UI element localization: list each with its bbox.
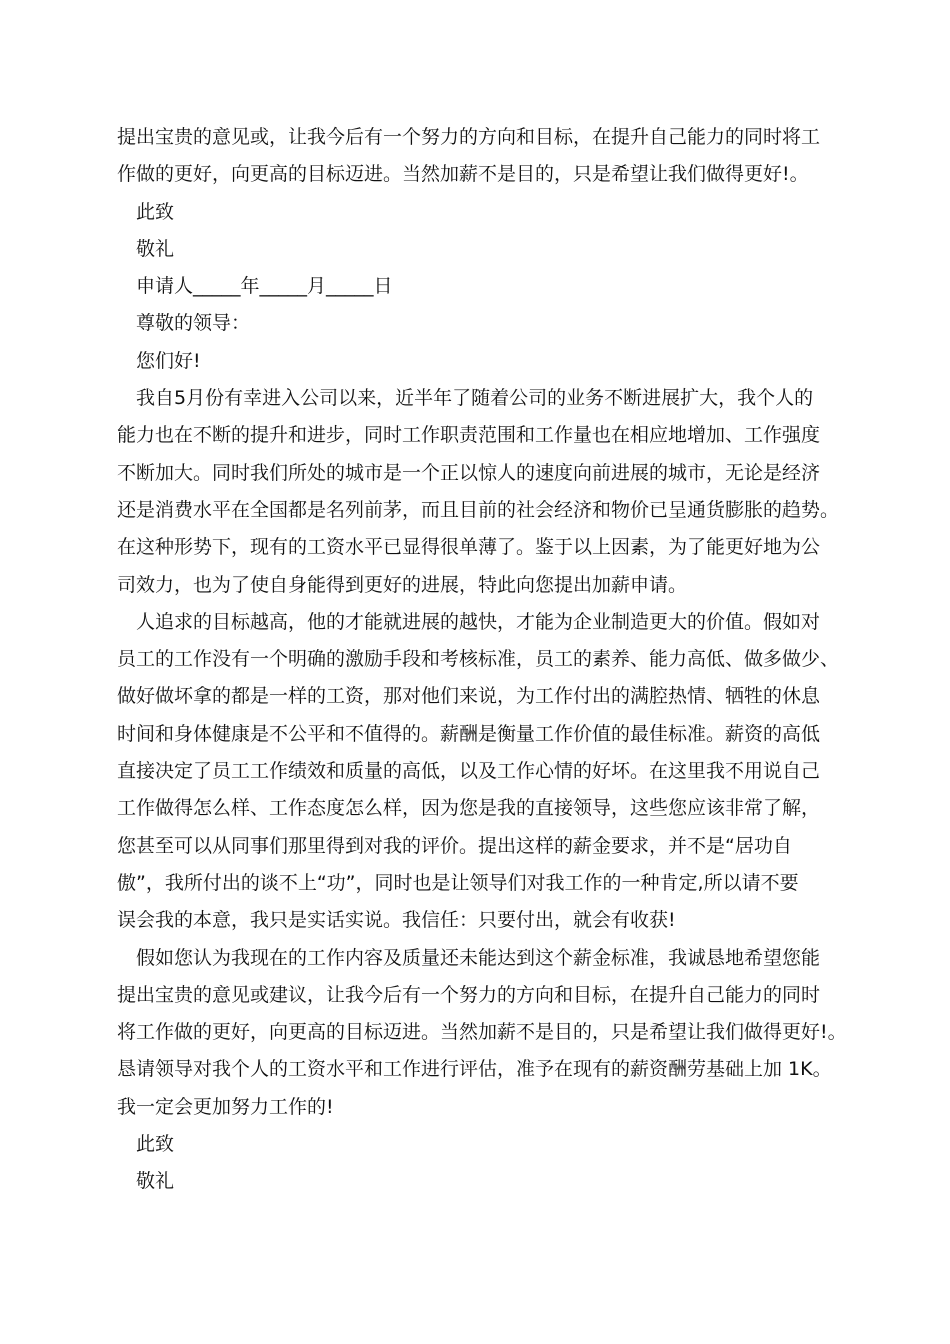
letter-body <box>117 119 847 1201</box>
closing-regards: 敬礼 <box>136 237 175 260</box>
text-line: 我自5月份有幸进入公司以来，近半年了随着公司的业务不断进展扩大，我个人的 <box>136 387 814 410</box>
text-line: 时间和身体健康是不公平和不值得的。薪酬是衡量工作价值的最佳标准。薪资的高低 <box>117 722 821 745</box>
text-line: 司效力，也为了使自身能得到更好的进展，特此向您提出加薪申请。 <box>117 573 688 596</box>
text-line: 还是消费水平在全国都是名列前茅，而且目前的社会经济和物价已呈通货膨胀的趋势。 <box>117 498 840 521</box>
closing-salutation: 此致 <box>136 1133 175 1156</box>
text-line: 傲”，我所付出的谈不上“功”，同时也是让领导们对我工作的一种肯定,所以请不要 <box>117 871 799 894</box>
text-line: 恳请领导对我个人的工资水平和工作进行评估，准予在现有的薪资酬劳基础上加 1K。 <box>117 1058 832 1081</box>
text-line: 作做的更好，向更高的目标迈进。当然加薪不是目的，只是希望让我们做得更好!。 <box>117 163 809 186</box>
text-line: 误会我的本意，我只是实话实说。我信任：只要付出，就会有收获! <box>117 909 676 932</box>
text-line: 提出宝贵的意见或建议，让我今后有一个努力的方向和目标，在提升自己能力的同时 <box>117 983 821 1006</box>
text-line: 做好做坏拿的都是一样的工资，那对他们来说，为工作付出的满腔热情、牺牲的休息 <box>117 685 821 708</box>
greeting-hello: 您们好! <box>136 349 201 372</box>
text-line: 在这种形势下，现有的工资水平已显得很单薄了。鉴于以上因素，为了能更好地为公 <box>117 536 821 559</box>
text-line: 人追求的目标越高，他的才能就进展的越快，才能为企业制造更大的价值。假如对 <box>136 610 821 633</box>
text-line: 我一定会更加努力工作的! <box>117 1095 334 1118</box>
text-line: 假如您认为我现在的工作内容及质量还未能达到这个薪金标准，我诚恳地希望您能 <box>136 946 821 969</box>
text-line: 提出宝贵的意见或，让我今后有一个努力的方向和目标，在提升自己能力的同时将工 <box>117 126 821 148</box>
text-line: 您甚至可以从同事们那里得到对我的评价。提出这样的薪金要求，并不是“居功自 <box>117 834 792 857</box>
text-line: 将工作做的更好，向更高的目标迈进。当然加薪不是目的，只是希望让我们做得更好!。 <box>117 1021 847 1044</box>
closing-regards: 敬礼 <box>136 1170 175 1193</box>
text-line: 直接决定了员工工作绩效和质量的高低，以及工作心情的好坏。在这里我不用说自己 <box>117 760 821 783</box>
text-line: 员工的工作没有一个明确的激励手段和考核标准，员工的素养、能力高低、做多做少、 <box>117 648 840 671</box>
text-line: 不断加大。同时我们所处的城市是一个正以惊人的速度向前进展的城市，无论是经济 <box>117 461 821 484</box>
signature-date-line: 申请人_____年_____月_____日 <box>136 275 393 298</box>
text-line: 工作做得怎么样、工作态度怎么样，因为您是我的直接领导，这些您应该非常了解， <box>117 797 821 820</box>
greeting-line: 尊敬的领导： <box>136 312 251 335</box>
closing-salutation: 此致 <box>136 200 175 223</box>
text-line: 能力也在不断的提升和进步，同时工作职责范围和工作量也在相应地增加、工作强度 <box>117 424 821 447</box>
